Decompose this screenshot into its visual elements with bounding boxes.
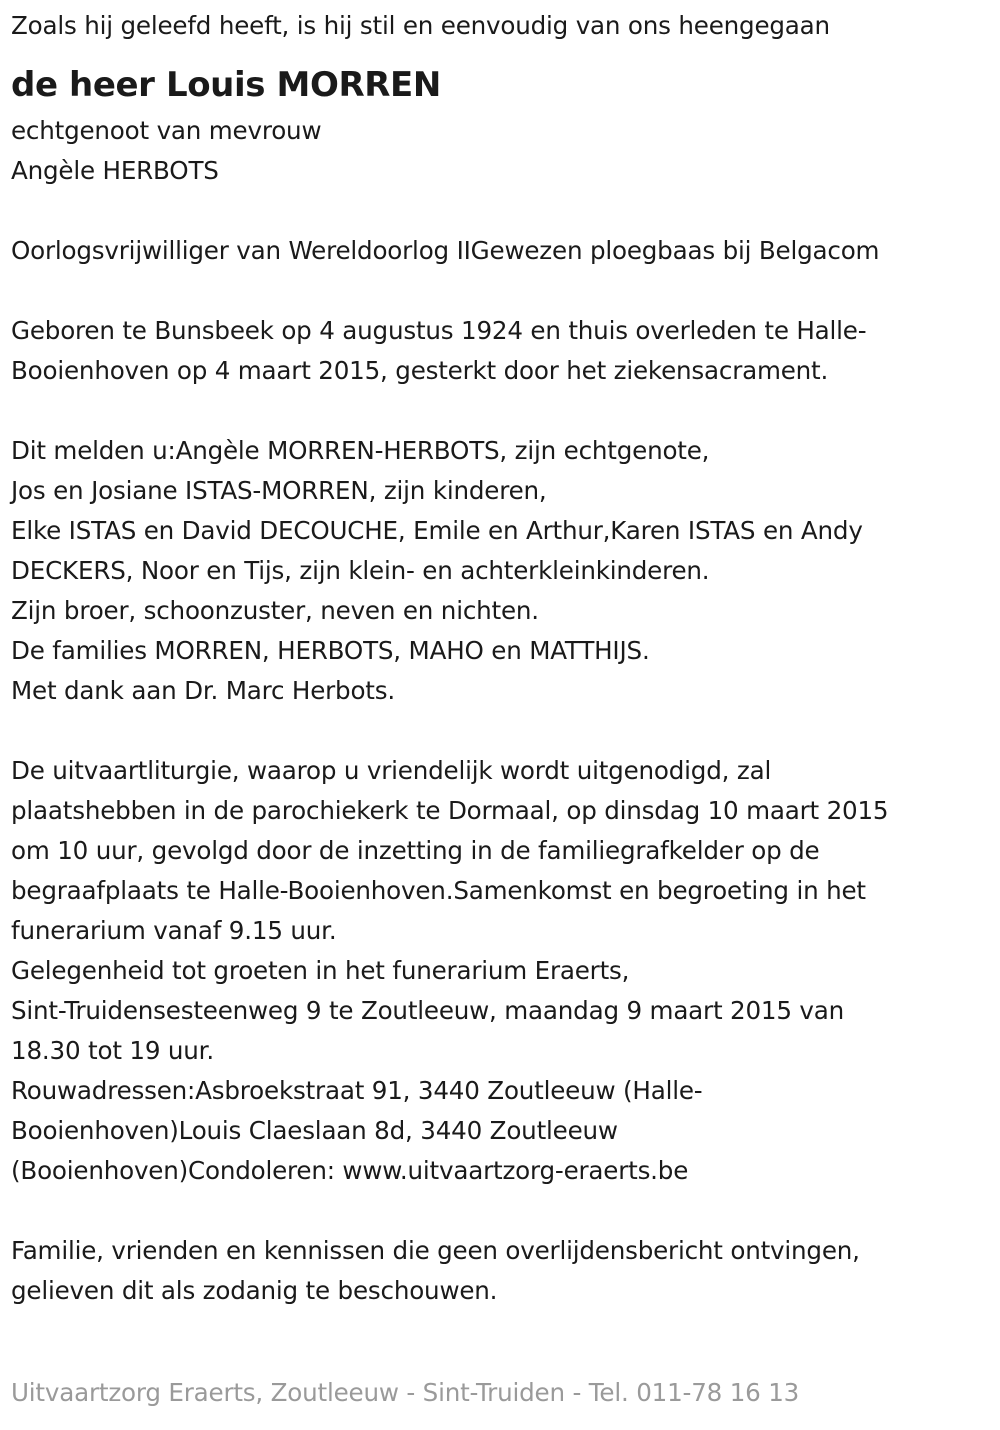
announcer-line: Dit melden u:Angèle MORREN-HERBOTS, zijn echtgenote, [11,436,710,465]
announcer-line: Elke ISTAS en David DECOUCHE, Emile en Arthur,Karen ISTAS en Andy [11,516,863,545]
spacer [11,391,986,431]
announcer-line: De families MORREN, HERBOTS, MAHO en MATTHIJS. [11,636,650,665]
funeral-line: Rouwadressen:Asbroekstraat 91, 3440 Zoutleeuw (Halle- [11,1076,703,1105]
birth-death-section [11,311,986,391]
funeral-section [11,751,986,1191]
funeral-line: (Booienhoven)Condoleren: www.uitvaartzorg-eraerts.be [11,1156,689,1185]
funeral-home-footer: Uitvaartzorg Eraerts, Zoutleeuw - Sint-Truiden - Tel. 011-78 16 13 [11,1378,800,1407]
spacer [11,191,986,231]
closing-line: gelieven dit als zodanig te beschouwen. [11,1276,498,1305]
funeral-line: om 10 uur, gevolgd door de inzetting in de familiegrafkelder op de [11,836,820,865]
funeral-line: plaatshebben in de parochiekerk te Dormaal, op dinsdag 10 maart 2015 [11,796,889,825]
birth-death-line: Geboren te Bunsbeek op 4 augustus 1924 en thuis overleden te Halle- [11,316,867,345]
death-notice [11,6,986,1311]
funeral-line: Sint-Truidensesteenweg 9 te Zoutleeuw, maandag 9 maart 2015 van [11,996,845,1025]
spouse-line: Angèle HERBOTS [11,156,219,185]
funeral-line: funerarium vanaf 9.15 uur. [11,916,337,945]
deceased-name: de heer Louis MORREN [11,65,441,105]
spacer [11,271,986,311]
spacer [11,1191,986,1231]
closing-section [11,1231,986,1311]
funeral-line: begraafplaats te Halle-Booienhoven.Samenkomst en begroeting in het [11,876,866,905]
announcer-line: Met dank aan Dr. Marc Herbots. [11,676,395,705]
occupation-text: Oorlogsvrijwilliger van Wereldoorlog IIGewezen ploegbaas bij Belgacom [11,236,880,265]
funeral-line: Booienhoven)Louis Claeslaan 8d, 3440 Zoutleeuw [11,1116,618,1145]
funeral-line: De uitvaartliturgie, waarop u vriendelijk wordt uitgenodigd, zal [11,756,772,785]
birth-death-line: Booienhoven op 4 maart 2015, gesterkt door het ziekensacrament. [11,356,829,385]
intro-text: Zoals hij geleefd heeft, is hij stil en eenvoudig van ons heengegaan [11,11,830,40]
funeral-line: 18.30 tot 19 uur. [11,1036,214,1065]
announcers-section [11,431,986,711]
spouse-section [11,111,986,191]
announcer-line: DECKERS, Noor en Tijs, zijn klein- en achterkleinkinderen. [11,556,710,585]
closing-line: Familie, vrienden en kennissen die geen overlijdensbericht ontvingen, [11,1236,860,1265]
funeral-line: Gelegenheid tot groeten in het funerarium Eraerts, [11,956,630,985]
spacer [11,711,986,751]
announcer-line: Jos en Josiane ISTAS-MORREN, zijn kinderen, [11,476,547,505]
announcer-line: Zijn broer, schoonzuster, neven en nichten. [11,596,539,625]
spouse-line: echtgenoot van mevrouw [11,116,322,145]
